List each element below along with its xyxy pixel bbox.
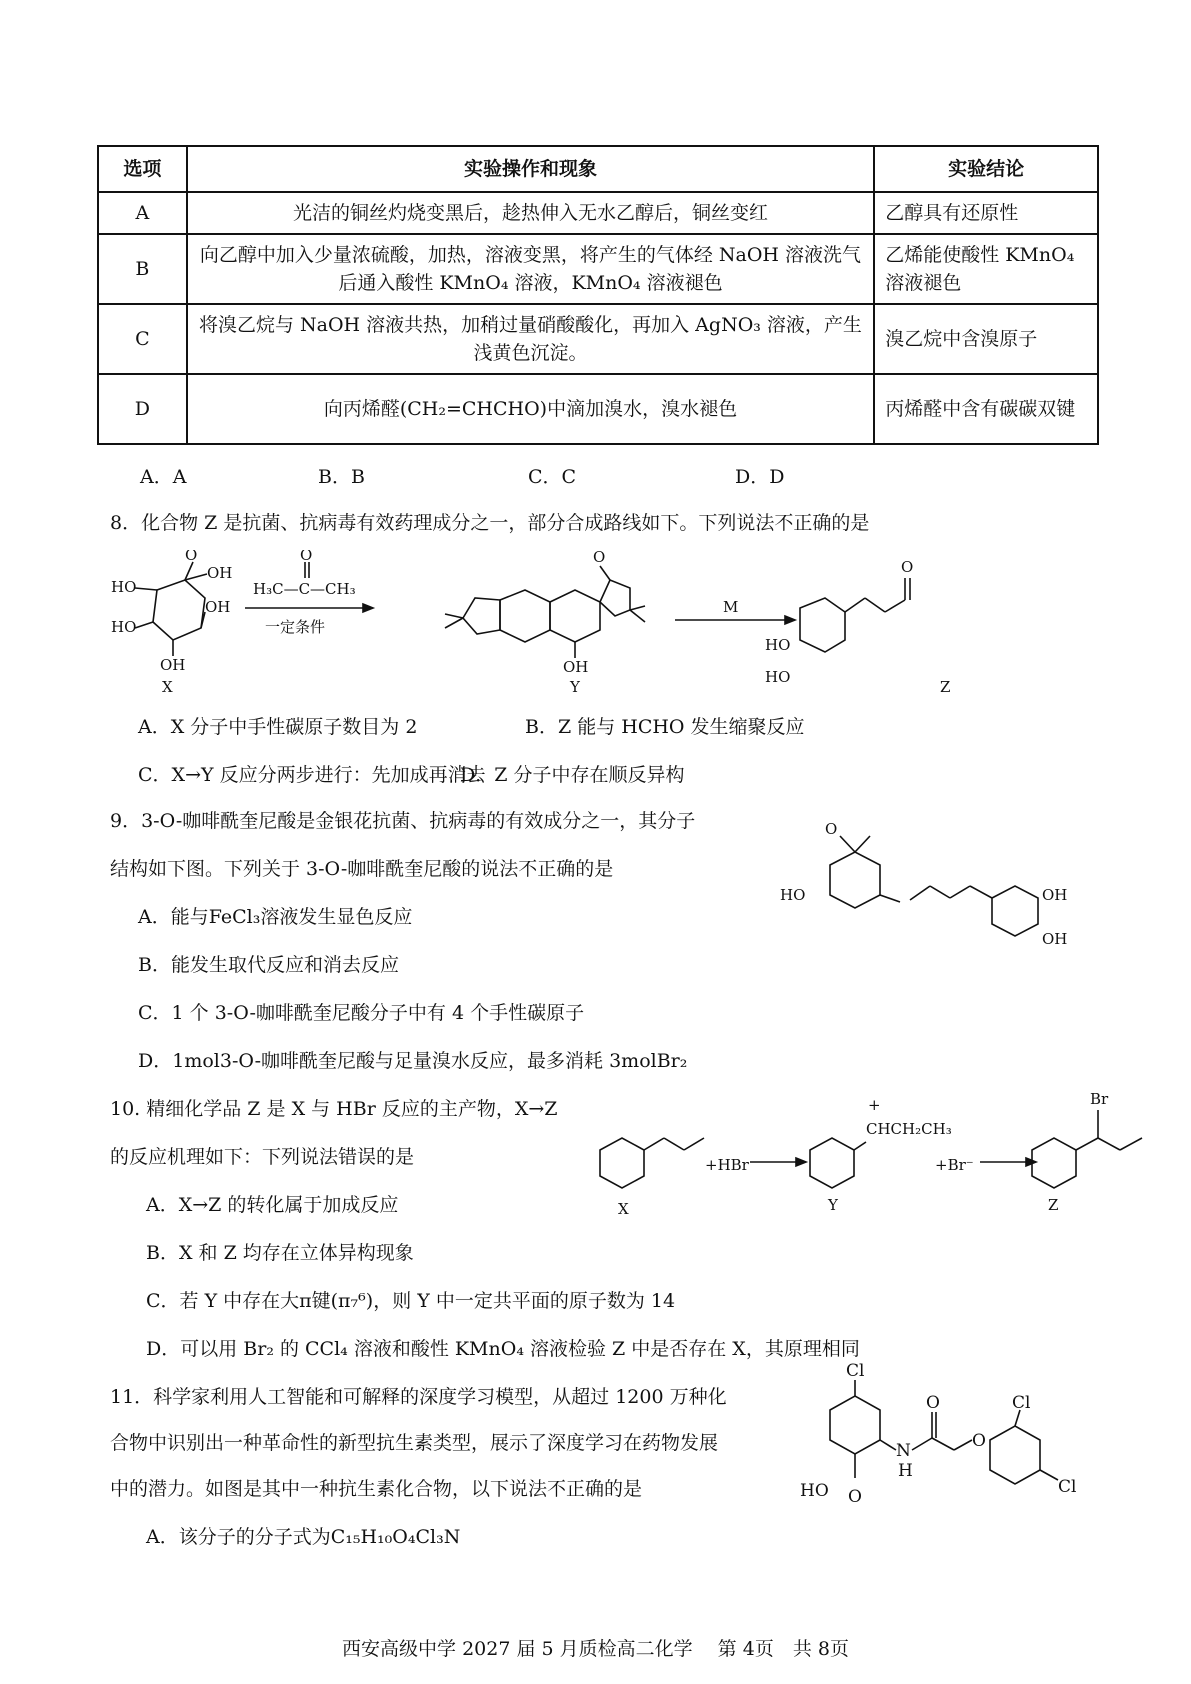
experiment-table xyxy=(97,145,1099,445)
table-cell-option: A xyxy=(98,192,187,234)
q10-choice-d: D．可以用 Br₂ 的 CCl₄ 溶液和酸性 KMnO₄ 溶液检验 Z 中是否存在 X，其原理相同 xyxy=(146,1338,860,1360)
q9-atom: OH xyxy=(1042,930,1068,948)
q9-choice-a: A．能与FeCl₃溶液发生显色反应 xyxy=(138,906,413,928)
q9-atom: O xyxy=(825,820,838,838)
q10-mechanism xyxy=(590,1080,1150,1240)
q9-atom: HO xyxy=(780,886,806,904)
y-label: Y xyxy=(828,1196,838,1214)
q11-stem-1: 11．科学家利用人工智能和可解释的深度学习模型，从超过 1200 万种化 xyxy=(110,1386,727,1408)
q10-choice-a: A．X→Z 的转化属于加成反应 xyxy=(146,1194,399,1216)
reagent-bottom: 一定条件 xyxy=(265,618,326,636)
plus-charge: + xyxy=(868,1096,881,1114)
z-ho-2: HO xyxy=(765,668,791,686)
arrow2-label: M xyxy=(723,598,739,616)
table-cell-operation: 将溴乙烷与 NaOH 溶液共热，加稍过量硝酸酸化，再加入 AgNO₃ 溶液，产生浅黄色沉淀。 xyxy=(187,304,875,374)
ho-1: HO xyxy=(800,1481,829,1501)
choice-c: C．C xyxy=(528,466,577,488)
q11-molecule xyxy=(790,1360,1120,1530)
z-o: O xyxy=(901,558,914,576)
table-cell-option: B xyxy=(98,234,187,304)
table-row xyxy=(98,192,1098,234)
table-row xyxy=(98,234,1098,304)
table-cell-conclusion: 丙烯醛中含有碳碳双键 xyxy=(874,374,1098,444)
br-minus: +Br⁻ xyxy=(935,1156,974,1174)
q10-choice-b: B．X 和 Z 均存在立体异构现象 xyxy=(146,1242,414,1264)
y-chain: CHCH₂CH₃ xyxy=(866,1120,952,1138)
q10-stem-2: 的反应机理如下：下列说法错误的是 xyxy=(110,1146,415,1168)
o-1: O xyxy=(926,1393,940,1413)
q11-choice-a: A．该分子的分子式为C₁₅H₁₀O₄Cl₃N xyxy=(146,1526,461,1548)
q9-stem-2: 结构如下图。下列关于 3-O-咖啡酰奎尼酸的说法不正确的是 xyxy=(110,858,614,880)
table-cell-conclusion: 乙烯能使酸性 KMnO₄ 溶液褪色 xyxy=(874,234,1098,304)
table-header: 实验操作和现象 xyxy=(187,146,875,192)
q9-choice-b: B．能发生取代反应和消去反应 xyxy=(138,954,399,976)
table-header-row xyxy=(98,146,1098,192)
q9-molecule xyxy=(770,820,1070,980)
br-label: Br xyxy=(1090,1090,1109,1108)
table-cell-conclusion: 溴乙烷中含溴原子 xyxy=(874,304,1098,374)
hbr: +HBr xyxy=(705,1156,749,1174)
table-cell-operation: 向丙烯醛(CH₂=CHCHO)中滴加溴水，溴水褪色 xyxy=(187,374,875,444)
cl-2: Cl xyxy=(1012,1393,1031,1413)
table-cell-operation: 向乙醇中加入少量浓硫酸，加热，溶液变黑，将产生的气体经 NaOH 溶液洗气后通入酸性 KMnO₄ 溶液，KMnO₄ 溶液褪色 xyxy=(187,234,875,304)
table-cell-option: C xyxy=(98,304,187,374)
table-cell-conclusion: 乙醇具有还原性 xyxy=(874,192,1098,234)
table-cell-option: D xyxy=(98,374,187,444)
choice-b: B．B xyxy=(318,466,365,488)
q9-choice-c: C．1 个 3-O-咖啡酰奎尼酸分子中有 4 个手性碳原子 xyxy=(138,1002,585,1024)
z-label: Z xyxy=(1048,1196,1059,1214)
x-o: O xyxy=(185,550,198,564)
page-footer: 西安高级中学 2027 届 5 月质检高二化学 第 4页 共 8页 xyxy=(342,1638,849,1660)
q9-choice-d: D．1mol3-O-咖啡酰奎尼酸与足量溴水反应，最多消耗 3molBr₂ xyxy=(138,1050,688,1072)
z-ho-1: HO xyxy=(765,636,791,654)
x-label: X xyxy=(162,678,173,696)
x-label: X xyxy=(618,1200,629,1218)
q8-choice-b: B．Z 能与 HCHO 发生缩聚反应 xyxy=(525,716,805,738)
table-header: 实验结论 xyxy=(874,146,1098,192)
q8-stem: 8．化合物 Z 是抗菌、抗病毒有效药理成分之一，部分合成路线如下。下列说法不正确的是 xyxy=(110,512,870,534)
x-oh-2: OH xyxy=(205,598,231,616)
y-label: Y xyxy=(570,678,580,696)
q10-stem-1: 10. 精细化学品 Z 是 X 与 HBr 反应的主产物，X→Z xyxy=(110,1098,558,1120)
q11-stem-2: 合物中识别出一种革命性的新型抗生素类型，展示了深度学习在药物发展 xyxy=(110,1432,719,1454)
n-1: N xyxy=(896,1441,911,1461)
y-oh: OH xyxy=(563,658,589,676)
reagent-top: H₃C—C—CH₃ xyxy=(253,580,356,598)
x-ho-1: HO xyxy=(111,578,137,596)
cl-1: Cl xyxy=(846,1361,865,1381)
x-ho-2: HO xyxy=(111,618,137,636)
x-oh-3: OH xyxy=(160,656,186,674)
table-row xyxy=(98,374,1098,444)
table-row xyxy=(98,304,1098,374)
q11-stem-3: 中的潜力。如图是其中一种抗生素化合物，以下说法不正确的是 xyxy=(110,1478,643,1500)
q8-synthesis-scheme xyxy=(105,550,965,700)
y-o: O xyxy=(593,550,606,566)
o-2: O xyxy=(972,1431,986,1451)
table-cell-operation: 光洁的铜丝灼烧变黑后，趁热伸入无水乙醇后，铜丝变红 xyxy=(187,192,875,234)
h-1: H xyxy=(898,1461,913,1481)
q8-choice-a: A．X 分子中手性碳原子数目为 2 xyxy=(138,716,418,738)
table-header: 选项 xyxy=(98,146,187,192)
q9-stem-1: 9．3-O-咖啡酰奎尼酸是金银花抗菌、抗病毒的有效成分之一，其分子 xyxy=(110,810,696,832)
reagent-o: O xyxy=(300,550,313,564)
x-oh-1: OH xyxy=(207,564,233,582)
q10-choice-c: C．若 Y 中存在大π键(π₇⁶)，则 Y 中一定共平面的原子数为 14 xyxy=(146,1290,676,1312)
choice-a: A．A xyxy=(140,466,187,488)
cl-3: Cl xyxy=(1058,1477,1077,1497)
q9-atom: OH xyxy=(1042,886,1068,904)
o-3: O xyxy=(848,1487,862,1507)
q8-choice-d: D．Z 分子中存在顺反异构 xyxy=(460,764,685,786)
z-label: Z xyxy=(940,678,951,696)
q8-choice-c: C．X→Y 反应分两步进行：先加成再消去 xyxy=(138,764,486,786)
choice-d: D．D xyxy=(735,466,785,488)
